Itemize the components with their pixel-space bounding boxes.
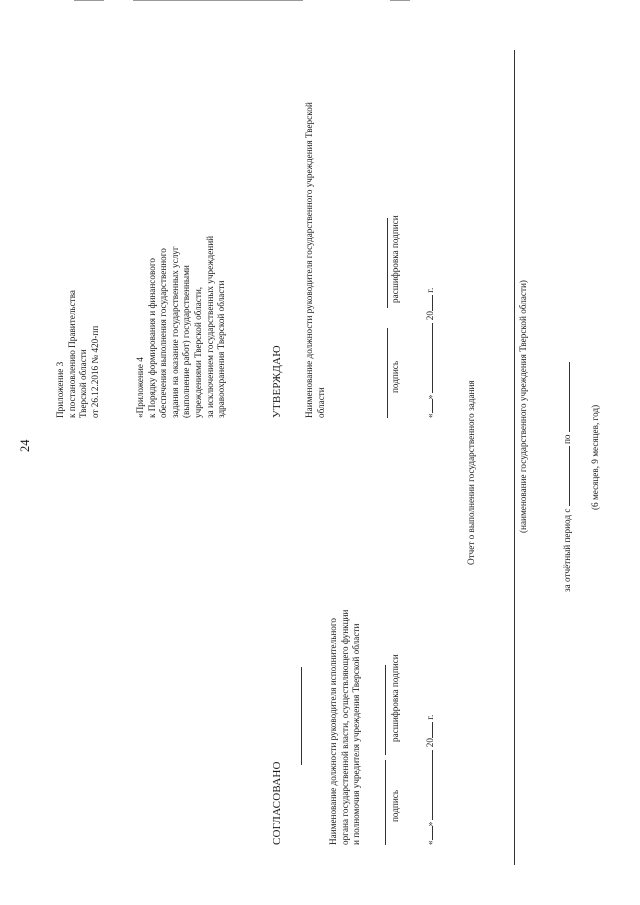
annex-line: Приложение 3 — [55, 361, 65, 418]
approved-decoding-label: расшифровка подписи — [390, 215, 400, 303]
date-year: 20 — [425, 738, 435, 748]
agreed-heading: СОГЛАСОВАНО — [271, 761, 283, 845]
date-suffix: г. — [425, 714, 435, 720]
approved-position-line: Наименование должности руководителя государственного учреждения Тверской — [304, 102, 314, 418]
agreed-decoding-line — [385, 665, 386, 755]
agreed-position — [328, 610, 363, 845]
approved-date — [423, 288, 435, 418]
approved-heading: УТВЕРЖДАЮ — [271, 345, 283, 418]
annex-line: Тверской области — [78, 349, 89, 418]
day-blank — [423, 826, 433, 840]
procedure-line: здравоохранения Тверской области — [216, 280, 227, 418]
procedure-line: учреждениями Тверской области, — [192, 286, 203, 418]
agreed-signature-line — [385, 760, 386, 845]
annex-block — [55, 290, 101, 418]
agreed-date — [423, 715, 435, 845]
procedure-line: обеспечения выполнения государственного — [158, 248, 169, 418]
agreed-position-line: Наименование должности руководителя исполнительного — [328, 617, 338, 845]
month-blank — [423, 323, 433, 393]
period-caption: (6 месяцев, 9 месяцев, год) — [590, 404, 600, 510]
procedure-block — [135, 236, 228, 418]
report-title: Отчет о выполнении государственного задания — [466, 380, 476, 565]
institution-caption: (наименование государственного учреждения Тверской области) — [518, 280, 528, 533]
month-blank — [423, 750, 433, 820]
period-start-blank — [560, 446, 570, 506]
approved-signature-label: подпись — [390, 360, 400, 393]
period-end-blank — [560, 362, 570, 432]
agreed-top-line — [301, 667, 302, 765]
date-open-quote: « — [425, 413, 435, 418]
date-suffix: г. — [425, 287, 435, 293]
approved-position-line: области — [315, 387, 326, 418]
approved-decoding-line — [387, 218, 388, 308]
procedure-line: (выполнение работ) государственными — [181, 265, 192, 418]
day-blank — [423, 399, 433, 413]
procedure-line: «Приложение 4 — [135, 357, 145, 418]
procedure-line: к Порядку формирования и финансового — [146, 258, 157, 418]
procedure-line: за исключением государственных учреждений — [204, 235, 215, 418]
period-middle: по — [562, 434, 572, 444]
date-open-quote: « — [425, 840, 435, 845]
date-close-quote: » — [425, 394, 435, 400]
annex-line: к постановлению Правительства — [66, 290, 77, 418]
year-blank — [423, 295, 433, 311]
agreed-signature-label: подпись — [390, 789, 400, 822]
agreed-position-line: органа государственной власти, осуществляющего функции — [339, 609, 350, 845]
approved-signature-line — [387, 328, 388, 418]
date-close-quote: » — [425, 821, 435, 827]
year-blank — [423, 722, 433, 738]
procedure-line: задания на оказание государственных услуг — [169, 246, 180, 418]
institution-line — [514, 50, 515, 865]
date-year: 20 — [425, 311, 435, 321]
report-period — [560, 362, 572, 592]
page-number: 24 — [18, 439, 32, 452]
agreed-position-line: и полномочия учредителя учреждения Тверской области — [351, 623, 362, 845]
approved-position — [304, 102, 327, 418]
agreed-decoding-label: расшифровка подписи — [390, 654, 400, 742]
period-prefix: за отчётный период с — [562, 508, 572, 592]
annex-line: от 26.12.2016 № 420-пп — [89, 325, 100, 418]
